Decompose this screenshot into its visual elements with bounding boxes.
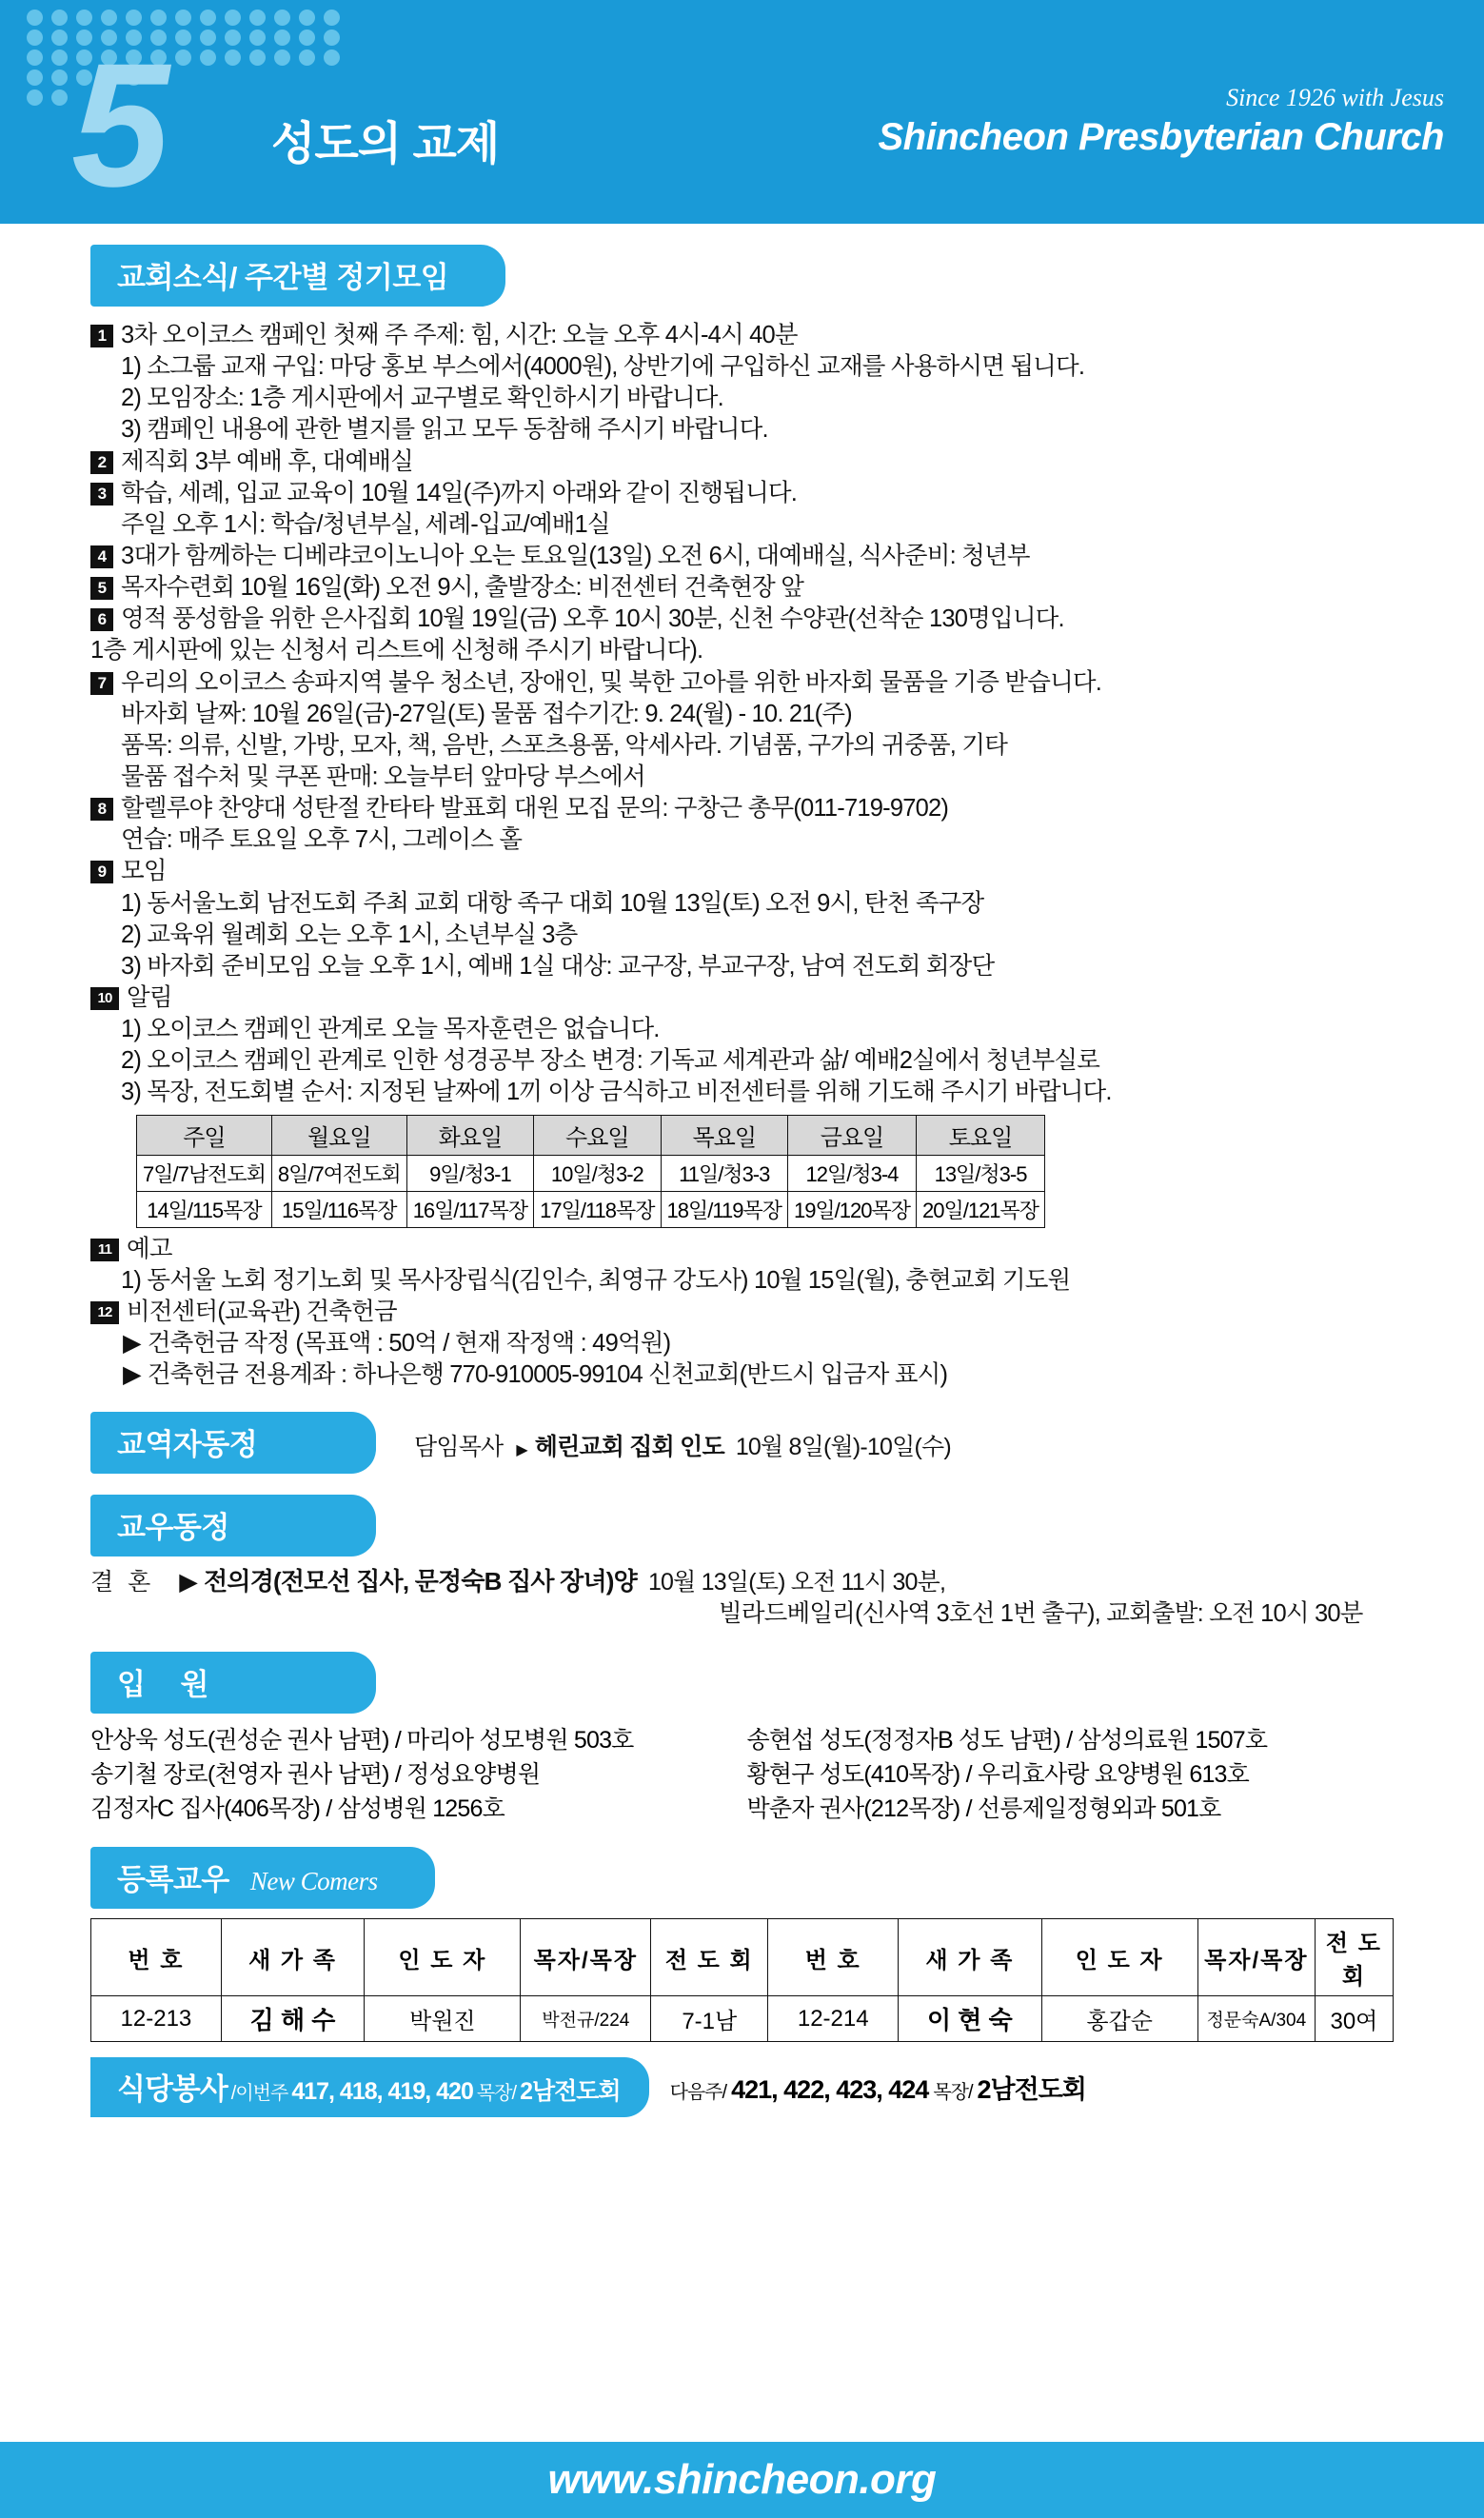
section-header-newcomers	[90, 1847, 1394, 1909]
admission-item: 송기철 장로(천영자 권사 남편) / 정성요양병원	[90, 1760, 541, 1788]
cell: 8일/7여전도회	[271, 1155, 406, 1191]
member-news-detail2: 빌라드베일리(신사역 3호선 1번 출구), 교회출발: 오전 10시 30분	[719, 1600, 1363, 1628]
cell: 김 해 수	[221, 1996, 364, 2042]
news-item	[90, 446, 1394, 478]
cell: 12일/청3-4	[787, 1155, 916, 1191]
cell: 10일/청3-2	[534, 1155, 661, 1191]
news-item	[90, 478, 1394, 509]
meal-service-pill	[90, 2057, 649, 2117]
news-item	[90, 1297, 1394, 1328]
item-number: 5	[90, 577, 113, 600]
admission-item: 황현구 성도(410목장) / 우리효사랑 요양병원 613호	[746, 1760, 1249, 1788]
item-sub: 물품 접수처 및 쿠폰 판매: 오늘부터 앞마당 부스에서	[121, 763, 645, 790]
item-text: 할렐루야 찬양대 성탄절 칸타타 발표회 대원 모집 문의: 구창근 총무(011-719-9702)	[121, 795, 949, 823]
member-news-row	[90, 1566, 1394, 1598]
col-header: 수요일	[534, 1115, 661, 1155]
admission-lists	[90, 1723, 1394, 1827]
col-header: 새 가 족	[899, 1919, 1041, 1996]
news-item	[90, 604, 1394, 635]
item-text: 영적 풍성함을 위한 은사집회 10월 19일(금) 오후 10시 30분, 신천 수양관(선착순 130명입니다.	[121, 605, 1064, 633]
bullet-text: 건축헌금 작정 (목표액 : 50억 / 현재 작정액 : 49억원)	[147, 1329, 671, 1357]
pastor-role: 담임목사	[414, 1434, 504, 1461]
item-sub: 1) 동서울노회 남전도회 주최 교회 대항 족구 대회 10월 13일(토) 오전 9시, 탄천 족구장	[121, 889, 984, 917]
item-number: 4	[90, 545, 113, 568]
member-news-label: 결 혼	[90, 1569, 155, 1596]
admission-item: 김정자C 집사(406목장) / 삼성병원 1256호	[90, 1795, 505, 1822]
item-text: 학습, 세례, 입교 교육이 10월 14일(주)까지 아래와 같이 진행됩니다.	[121, 479, 798, 506]
meal-next-group: 2남전도회	[977, 2075, 1086, 2105]
item-sub: 2) 교육위 월례회 오는 오후 1시, 소년부실 3층	[121, 921, 578, 948]
cell: 11일/청3-3	[661, 1155, 787, 1191]
admission-list-right	[747, 1723, 1395, 1827]
newcomers-title-en: New Comers	[249, 1867, 378, 1896]
meal-this-week-unit: 목장/	[476, 2083, 517, 2105]
meal-next-week	[670, 2069, 1086, 2106]
news-item	[90, 1234, 1394, 1265]
item-sub: 연습: 매주 토요일 오후 7시, 그레이스 홀	[121, 826, 523, 854]
news-item	[90, 856, 1394, 887]
cell: 13일/청3-5	[917, 1155, 1045, 1191]
newcomers-title-ko: 등록교우	[117, 1863, 229, 1897]
item-text: 3대가 함께하는 디베랴코이노니아 오는 토요일(13일) 오전 6시, 대예배실, 식사준비: 청년부	[121, 542, 1030, 569]
col-header: 월요일	[271, 1115, 406, 1155]
item-text: 3차 오이코스 캠페인 첫째 주 주제: 힘, 시간: 오늘 오후 4시-4시 40분	[121, 322, 798, 348]
admission-item: 안상욱 성도(권성순 권사 남편) / 마리아 성모병원 503호	[90, 1726, 634, 1754]
newcomers-title	[90, 1847, 435, 1909]
table-header-row	[137, 1115, 1045, 1155]
news-list-tail	[90, 1234, 1394, 1392]
section-header-admission	[90, 1652, 1394, 1714]
cell: 19일/120목장	[787, 1191, 916, 1227]
col-header: 주일	[137, 1115, 272, 1155]
item-number: 9	[90, 861, 113, 883]
table-row	[137, 1191, 1045, 1227]
item-sub: 3) 캠페인 내용에 관한 별지를 읽고 모두 동참해 주시기 바랍니다.	[121, 416, 768, 444]
news-item	[90, 793, 1394, 824]
cell: 15일/116목장	[271, 1191, 406, 1227]
item-sub: 1층 게시판에 있는 신청서 리스트에 신청해 주시기 바랍니다).	[90, 637, 703, 664]
item-text: 목자수련회 10월 16일(화) 오전 9시, 출발장소: 비전센터 건축현장 앞	[121, 574, 804, 602]
item-sub: 품목: 의류, 신발, 가방, 모자, 책, 음반, 스포츠용품, 악세사라. 기념품, 구가의 귀중품, 기타	[121, 731, 1008, 759]
table-row	[91, 1996, 1394, 2042]
fasting-schedule-table	[136, 1115, 1045, 1228]
meal-next-label: 다음주/	[669, 2082, 727, 2104]
news-list	[90, 320, 1394, 1109]
triangle-right-icon: ▶	[123, 1361, 141, 1389]
item-text: 예고	[127, 1235, 172, 1262]
section-header-news	[90, 245, 1394, 307]
item-number: 2	[90, 451, 113, 474]
col-header: 화요일	[406, 1115, 533, 1155]
member-news-title: 교우동정	[90, 1495, 376, 1556]
triangle-right-icon: ▶	[179, 1569, 198, 1596]
item-number: 11	[90, 1239, 119, 1261]
col-header: 토요일	[917, 1115, 1045, 1155]
meal-next-unit: 목장/	[933, 2082, 973, 2104]
col-header: 번 호	[91, 1919, 222, 1996]
meal-this-week-group: 2남전도회	[520, 2078, 621, 2106]
col-header: 인 도 자	[1041, 1919, 1197, 1996]
cell: 9일/청3-1	[406, 1155, 533, 1191]
item-sub: 1) 동서울 노회 정기노회 및 목사장립식(김인수, 최영규 강도사) 10월 15일(월), 충현교회 기도원	[121, 1266, 1071, 1294]
item-number: 8	[90, 798, 113, 821]
issue-number: 5	[71, 28, 164, 224]
meal-next-numbers: 421, 422, 423, 424	[731, 2075, 929, 2105]
item-number: 6	[90, 608, 113, 631]
item-number: 10	[90, 987, 119, 1010]
church-english-title: Shincheon Presbyterian Church	[878, 116, 1444, 158]
cell: 18일/119목장	[661, 1191, 787, 1227]
item-text: 알림	[127, 983, 172, 1011]
meal-this-week-numbers: 417, 418, 419, 420	[291, 2078, 473, 2106]
col-header: 목자/목장	[1197, 1919, 1315, 1996]
cell: 30여	[1315, 1996, 1393, 2042]
cell: 17일/118목장	[534, 1191, 661, 1227]
page-header	[0, 0, 1484, 224]
meal-title: 식당봉사	[117, 2072, 228, 2107]
news-item	[90, 320, 1394, 351]
page-footer	[0, 2442, 1484, 2518]
triangle-right-icon: ▶	[516, 1442, 528, 1459]
pastor-event: 헤린교회 집회 인도	[534, 1434, 724, 1461]
admission-list-left	[90, 1723, 738, 1827]
cell: 7-1남	[651, 1996, 768, 2042]
member-news-detail: 10월 13일(토) 오전 11시 30분,	[647, 1569, 946, 1596]
col-header: 새 가 족	[221, 1919, 364, 1996]
item-sub: 3) 바자회 준비모임 오늘 오후 1시, 예배 1실 대상: 교구장, 부교구장, 남여 전도회 회장단	[121, 952, 995, 980]
table-row	[137, 1155, 1045, 1191]
cell: 홍갑순	[1041, 1996, 1197, 2042]
col-header: 목자/목장	[521, 1919, 651, 1996]
bulletin-body	[0, 224, 1484, 2442]
item-sub: 주일 오후 1시: 학습/청년부실, 세례-입교/예배1실	[121, 510, 610, 538]
item-text: 비전센터(교육관) 건축헌금	[127, 1298, 397, 1325]
section-header-pastor-news	[90, 1412, 1394, 1474]
admission-item: 박춘자 권사(212목장) / 선릉제일정형외과 501호	[746, 1795, 1221, 1822]
admission-title: 입 원	[90, 1652, 376, 1714]
news-title: 교회소식/ 주간별 정기모임	[90, 245, 505, 307]
item-sub: 2) 모임장소: 1층 게시판에서 교구별로 확인하시기 바랍니다.	[121, 385, 723, 412]
cell: 박전규/224	[521, 1996, 651, 2042]
news-item	[90, 541, 1394, 572]
item-text: 우리의 오이코스 송파지역 불우 청소년, 장애인, 및 북한 고아를 위한 바자회 물품을 기증 받습니다.	[121, 668, 1102, 696]
website-url[interactable]: www.shincheon.org	[547, 2456, 937, 2503]
triangle-right-icon: ▶	[123, 1329, 141, 1357]
news-item	[90, 982, 1394, 1014]
meal-service-bar	[90, 2057, 1394, 2117]
item-sub: 1) 오이코스 캠페인 관계로 오늘 목자훈련은 없습니다.	[121, 1016, 660, 1043]
since-tagline: Since 1926 with Jesus	[1226, 84, 1444, 111]
item-number: 12	[90, 1301, 119, 1324]
news-item	[90, 667, 1394, 699]
newcomers-table	[90, 1918, 1394, 2042]
col-header: 인 도 자	[365, 1919, 521, 1996]
col-header: 번 호	[768, 1919, 899, 1996]
col-header: 전 도 회	[1315, 1919, 1393, 1996]
item-number: 1	[90, 325, 113, 347]
col-header: 전 도 회	[651, 1919, 768, 1996]
cell: 14일/115목장	[137, 1191, 272, 1227]
cell: 20일/121목장	[917, 1191, 1045, 1227]
col-header: 목요일	[661, 1115, 787, 1155]
item-sub: 3) 목장, 전도회별 순서: 지정된 날짜에 1끼 이상 금식하고 비전센터를 위해 기도해 주시기 바랍니다.	[121, 1079, 1112, 1106]
item-sub: 바자회 날짜: 10월 26일(금)-27일(토) 물품 접수기간: 9. 24(월) - 10. 21(주)	[121, 700, 852, 727]
admission-item: 송현섭 성도(정정자B 성도 남편) / 삼성의료원 1507호	[746, 1726, 1268, 1754]
item-sub: 1) 소그룹 교재 구입: 마당 홍보 부스에서(4000원), 상반기에 구입하신 교재를 사용하시면 됩니다.	[121, 353, 1085, 381]
item-number: 7	[90, 672, 113, 695]
bulletin-korean-title: 성도의 교제	[271, 119, 500, 169]
item-text: 제직회 3부 예배 후, 대예배실	[121, 447, 413, 475]
news-item	[90, 572, 1394, 604]
table-header-row	[91, 1919, 1394, 1996]
bullet-text: 건축헌금 전용계좌 : 하나은행 770-910005-99104 신천교회(반드시 입금자 표시)	[147, 1361, 948, 1389]
section-header-member-news	[90, 1495, 1394, 1556]
pastor-event-date: 10월 8일(월)-10일(수)	[735, 1434, 951, 1461]
pastor-news-title: 교역자동정	[90, 1412, 376, 1474]
cell: 정문숙A/304	[1197, 1996, 1315, 2042]
cell: 12-214	[768, 1996, 899, 2042]
cell: 16일/117목장	[406, 1191, 533, 1227]
item-text: 모임	[121, 858, 167, 885]
cell: 박원진	[365, 1996, 521, 2042]
item-sub: 2) 오이코스 캠페인 관계로 인한 성경공부 장소 변경: 기독교 세계관과 삶/ 예배2실에서 청년부실로	[121, 1047, 1100, 1075]
cell: 이 현 숙	[899, 1996, 1041, 2042]
item-bullet	[90, 1328, 1394, 1359]
item-number: 3	[90, 483, 113, 506]
meal-this-week-label: /이번주	[230, 2083, 288, 2105]
col-header: 금요일	[787, 1115, 916, 1155]
cell: 7일/7남전도회	[137, 1155, 272, 1191]
item-bullet	[90, 1359, 1394, 1391]
member-news-name: 전의경(전모선 집사, 문정숙B 집사 장녀)양	[204, 1567, 637, 1596]
cell: 12-213	[91, 1996, 222, 2042]
